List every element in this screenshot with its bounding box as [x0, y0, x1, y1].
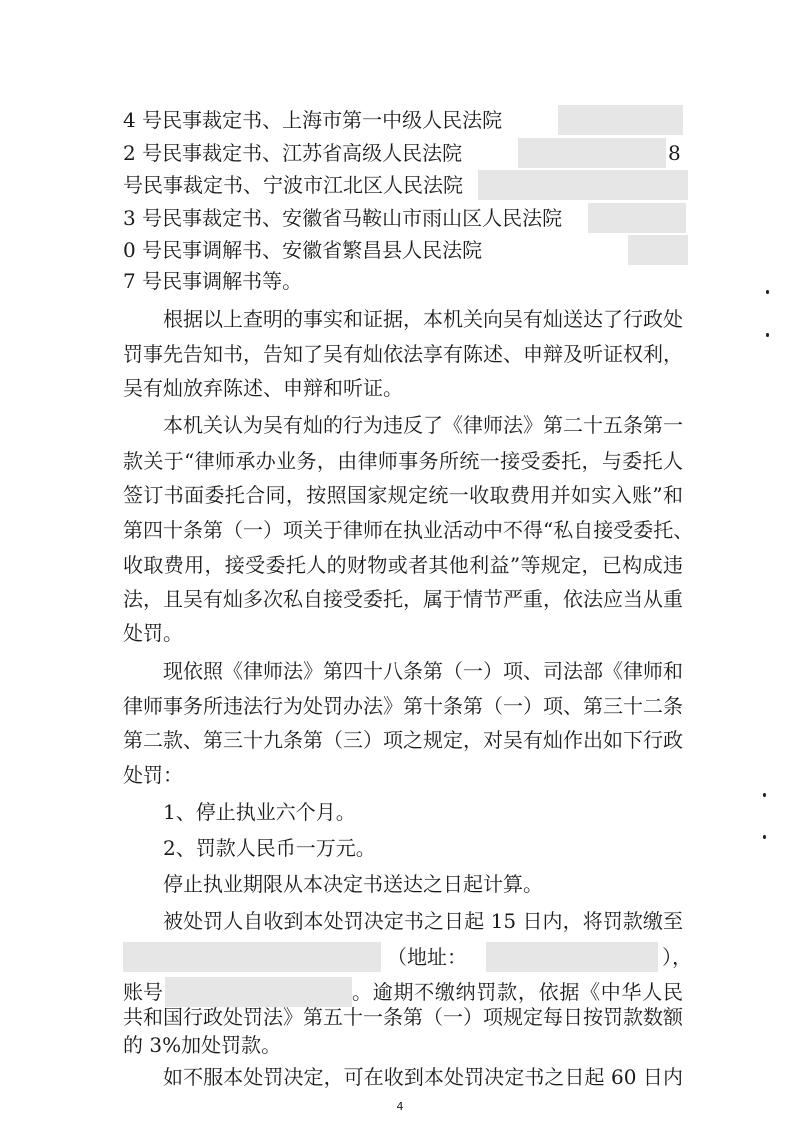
court-text: 号民事裁定书、宁波市江北区人民法院 — [123, 173, 463, 197]
scan-speck — [766, 290, 769, 294]
paragraph-line: 款关于“律师承办业务，由律师事务所统一接受委托，与委托人 — [123, 449, 683, 473]
paragraph-line: 处罚： — [123, 763, 183, 787]
paragraph-line: 第四十条第（一）项关于律师在执业活动中不得“私自接受委托、 — [123, 518, 694, 542]
redaction-block — [486, 942, 658, 972]
appeal-line: 如不服本处罚决定，可在收到本处罚决定书之日起 60 日内 — [163, 1065, 683, 1089]
paragraph-line: 吴有灿放弃陈述、申辩和听证。 — [123, 376, 403, 400]
paragraph-line: 律师事务所违法行为处罚办法》第十条第（一）项、第三十二条 — [123, 694, 683, 718]
redaction-block — [558, 105, 683, 135]
payment-line: 的 3%加处罚款。 — [123, 1033, 282, 1057]
address-close: ）， — [662, 945, 692, 969]
penalty-item: 1、停止执业六个月。 — [163, 800, 356, 824]
paragraph-line: 现依照《律师法》第四十八条第（一）项、司法部《律师和 — [163, 659, 683, 683]
paragraph-line: 根据以上查明的事实和证据，本机关向吴有灿送达了行政处 — [163, 307, 683, 331]
court-text: 3 号民事裁定书、安徽省马鞍山市雨山区人民法院 — [123, 206, 563, 230]
court-line-6 — [123, 266, 683, 296]
page-number: 4 — [396, 1100, 404, 1113]
paragraph-line: 罚事先告知书，告知了吴有灿依法享有陈述、申辩及听证权利， — [123, 342, 683, 366]
redaction-block — [628, 235, 688, 265]
payment-line: 。逾期不缴纳罚款，依据《中华人民 — [352, 980, 683, 1004]
redaction-block — [518, 138, 666, 168]
court-text: 0 号民事调解书、安徽省繁昌县人民法院 — [123, 238, 483, 262]
scan-speck — [763, 793, 766, 797]
court-line-5 — [123, 235, 683, 265]
court-text: 2 号民事裁定书、江苏省高级人民法院 — [123, 141, 463, 165]
penalty-item: 2、罚款人民币一万元。 — [163, 836, 376, 860]
address-label: （地址： — [387, 945, 467, 969]
paragraph-line: 第二款、第三十九条第（三）项之规定，对吴有灿作出如下行政 — [123, 728, 683, 752]
court-text: 7 号民事调解书等。 — [123, 269, 303, 293]
paragraph-line: 收取费用，接受委托人的财物或者其他利益”等规定，已构成违 — [123, 553, 683, 577]
paragraph-line: 处罚。 — [123, 621, 183, 645]
suspension-note: 停止执业期限从本决定书送达之日起计算。 — [163, 872, 543, 896]
paragraph-line: 本机关认为吴有灿的行为违反了《律师法》第二十五条第一 — [163, 413, 683, 437]
paragraph-line: 签订书面委托合同，按照国家规定统一收取费用并如实入账”和 — [123, 483, 683, 507]
scan-speck — [763, 835, 766, 839]
court-text-end: 8 — [668, 141, 681, 165]
account-label: 账号 — [123, 980, 163, 1004]
payment-line: 被处罚人自收到本处罚决定书之日起 15 日内，将罚款缴至 — [163, 909, 683, 933]
payment-line: 共和国行政处罚法》第五十一条第（一）项规定每日按罚款数额 — [123, 1005, 683, 1029]
redaction-block — [588, 203, 686, 233]
redaction-block — [478, 170, 688, 200]
redaction-block — [123, 942, 381, 972]
paragraph-line: 法，且吴有灿多次私自接受委托，属于情节严重，依法应当从重 — [123, 587, 683, 611]
scan-speck — [766, 333, 769, 337]
court-text: 4 号民事裁定书、上海市第一中级人民法院 — [123, 108, 503, 132]
